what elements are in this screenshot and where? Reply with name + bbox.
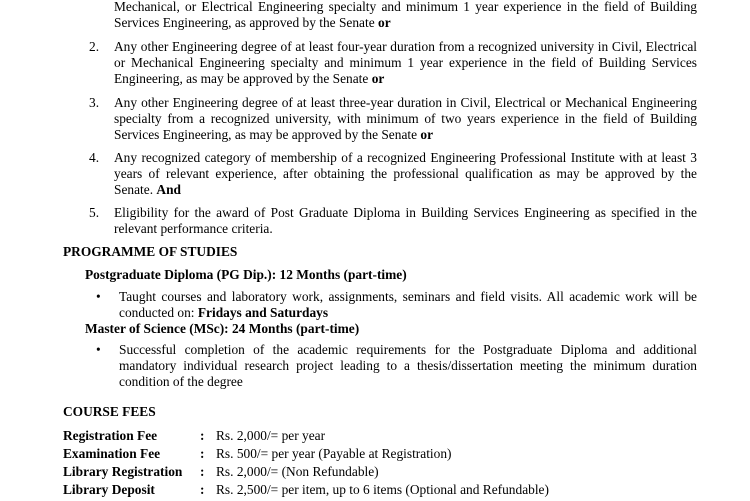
eligibility-item-number: 5. (89, 205, 100, 220)
msc-bullet (96, 342, 697, 390)
eligibility-item-connector: or (371, 71, 385, 86)
fee-colon: : (200, 464, 205, 479)
fee-colon: : (200, 428, 205, 443)
fees-heading: COURSE FEES (63, 404, 156, 419)
eligibility-item-text: Eligibility for the award of Post Graduate Diploma in Building Services Engineering as specified in the relevant performance criteria. (114, 205, 697, 236)
eligibility-item-connector: or (420, 127, 434, 142)
fee-value: Rs. 2,500/= per item, up to 6 items (Optional and Refundable) (216, 482, 549, 497)
eligibility-item-1 (89, 0, 697, 31)
pg-dip-bullet (96, 289, 697, 321)
fee-value: Rs. 500/= per year (Payable at Registration) (216, 446, 452, 461)
eligibility-item-number: 3. (89, 95, 100, 110)
fee-label: Examination Fee (63, 446, 161, 461)
fee-row-registration (63, 428, 723, 446)
msc-bullet-text: Successful completion of the academic requirements for the Postgraduate Diploma and additional mandatory individual research project leading to a thesis/dissertation meeting the minimum duration condition of the degree (119, 342, 697, 389)
fee-label: Library Deposit (63, 482, 155, 497)
fee-label: Library Registration (63, 464, 183, 479)
pg-dip-schedule: Fridays and Saturdays (197, 305, 329, 320)
programme-heading: PROGRAMME OF STUDIES (63, 244, 238, 259)
fee-value: Rs. 2,000/= (Non Refundable) (216, 464, 379, 479)
fee-colon: : (200, 482, 205, 497)
pg-dip-bullet-text: Taught courses and laboratory work, assignments, seminars and field visits. All academic work will be conducted on: (119, 289, 697, 320)
eligibility-item-connector: And (156, 182, 181, 197)
eligibility-item-connector: or (378, 15, 391, 30)
eligibility-item-text: Any other Engineering degree of at least four-year duration from a recognized university in Civil, Electrical or Mechanical Engineering specialty and minimum 1 year experience in the field of Building Services Engineering, as may be approved by the Senate (114, 39, 697, 86)
pg-dip-title: Postgraduate Diploma (PG Dip.): 12 Months (part-time) (85, 267, 407, 282)
fee-row-library-registration (63, 464, 723, 482)
eligibility-item-number: 4. (89, 150, 100, 165)
eligibility-item-4 (89, 150, 697, 198)
eligibility-item-3 (89, 95, 697, 143)
eligibility-item-text: Any other Engineering degree of at least three-year duration in Civil, Electrical or Mechanical Engineering specialty from a recognized university, with minimum of two years experience in the field of Building Services Engineering, as may be approved by the Senate (114, 95, 697, 142)
eligibility-item-2 (89, 39, 697, 87)
fee-label: Registration Fee (63, 428, 158, 443)
fee-row-library-deposit (63, 482, 723, 500)
fee-colon: : (200, 446, 205, 461)
bullet-icon: • (96, 342, 101, 357)
eligibility-item-text: Mechanical, or Electrical Engineering specialty and minimum 1 year experience in the field of Building Services Engineering, as approved by the Senate (114, 0, 697, 30)
eligibility-item-5 (89, 205, 697, 237)
fee-value: Rs. 2,000/= per year (216, 428, 326, 443)
msc-title: Master of Science (MSc): 24 Months (part-time) (85, 321, 360, 336)
eligibility-item-text: Any recognized category of membership of a recognized Engineering Professional Institute with at least 3 years of relevant experience, after obtaining the professional qualification as may be approved by the Senate. (114, 150, 697, 197)
eligibility-item-number: 2. (89, 39, 100, 54)
fee-row-examination (63, 446, 723, 464)
bullet-icon: • (96, 289, 101, 304)
